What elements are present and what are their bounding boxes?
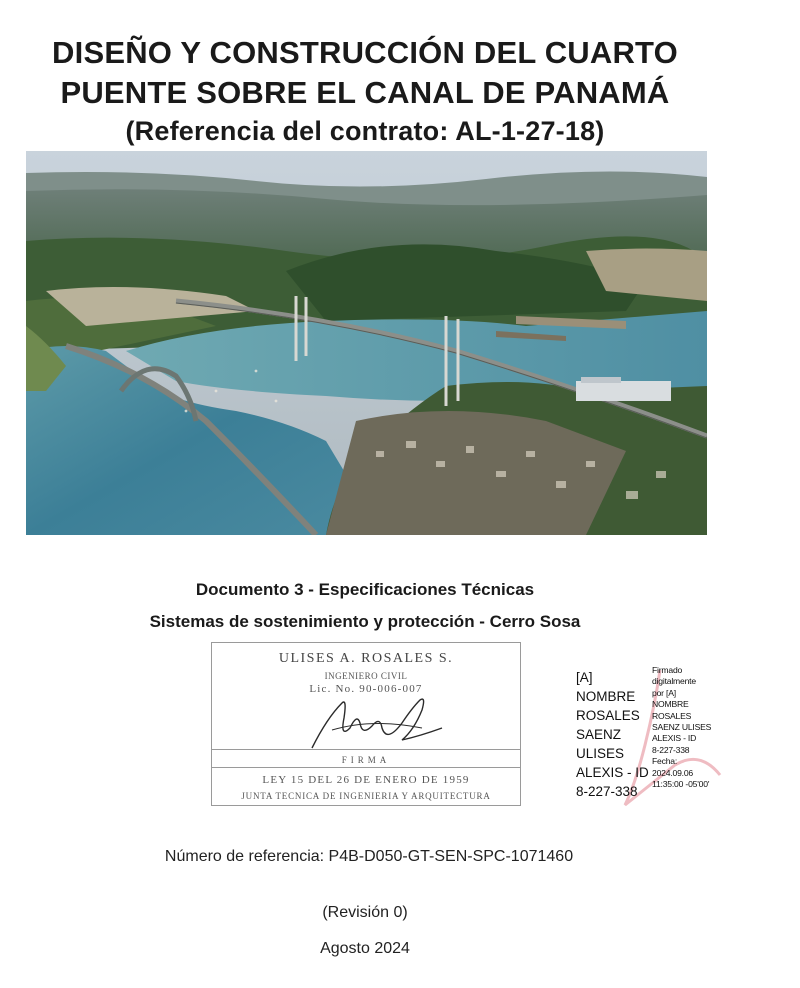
signer-line: SAENZ	[576, 727, 622, 742]
stamp-engineer-name: ULISES A. ROSALES S.	[278, 651, 454, 666]
revision-label: (Revisión 0)	[322, 904, 408, 921]
sig-info-line: ALEXIS - ID	[652, 733, 697, 744]
sig-info-line: digitalmente	[652, 676, 696, 687]
sig-info-line: NOMBRE	[652, 699, 689, 710]
sig-info-line: 11:35:00 -05'00'	[652, 779, 710, 790]
stamp-firma-label: FIRMA	[341, 755, 391, 765]
document-date: Agosto 2024	[320, 940, 410, 957]
title-line-2: PUENTE SOBRE EL CANAL DE PANAMÁ	[60, 75, 670, 110]
document-title	[0, 33, 730, 149]
stamp-license: Lic. No. 90-006-007	[309, 683, 423, 695]
stamp-board: JUNTA TECNICA DE INGENIERIA Y ARQUITECTURA	[241, 791, 491, 801]
signer-line: ULISES	[576, 746, 625, 761]
stamp-divider	[212, 749, 520, 750]
signer-line: NOMBRE	[576, 689, 636, 704]
reference-number: Número de referencia: P4B-D050-GT-SEN-SPC-1071460	[164, 848, 574, 865]
stamp-profession: INGENIERO CIVIL	[324, 671, 408, 681]
sig-info-line: 8-227-338	[652, 744, 690, 755]
bridge-aerial-photo	[26, 151, 707, 535]
digital-signature-info	[652, 665, 742, 790]
sig-info-line: Fecha:	[652, 756, 678, 767]
sig-info-line: 2024.09.06	[652, 767, 694, 778]
contract-reference: (Referencia del contrato: AL-1-27-18)	[125, 116, 605, 146]
stamp-divider	[212, 767, 520, 768]
sig-info-line: SAENZ ULISES	[652, 722, 712, 733]
sig-info-line: ROSALES	[652, 710, 692, 721]
document-subtitle: Sistemas de sostenimiento y protección - Cerro Sosa	[149, 612, 581, 631]
signer-line: 8-227-338	[576, 784, 638, 799]
sig-info-line: Firmado	[652, 665, 683, 675]
sig-info-line: por [A]	[652, 687, 676, 698]
signer-line: ALEXIS - ID	[576, 765, 649, 780]
engineer-stamp	[211, 642, 521, 806]
title-line-1: DISEÑO Y CONSTRUCCIÓN DEL CUARTO	[52, 35, 678, 70]
signer-line: ROSALES	[576, 708, 640, 723]
stamp-law: LEY 15 DEL 26 DE ENERO DE 1959	[262, 774, 470, 786]
signer-line: [A]	[576, 670, 593, 685]
digital-signer-block	[576, 668, 652, 801]
document-name: Documento 3 - Especificaciones Técnicas	[195, 580, 535, 599]
handwritten-signature	[302, 688, 452, 758]
